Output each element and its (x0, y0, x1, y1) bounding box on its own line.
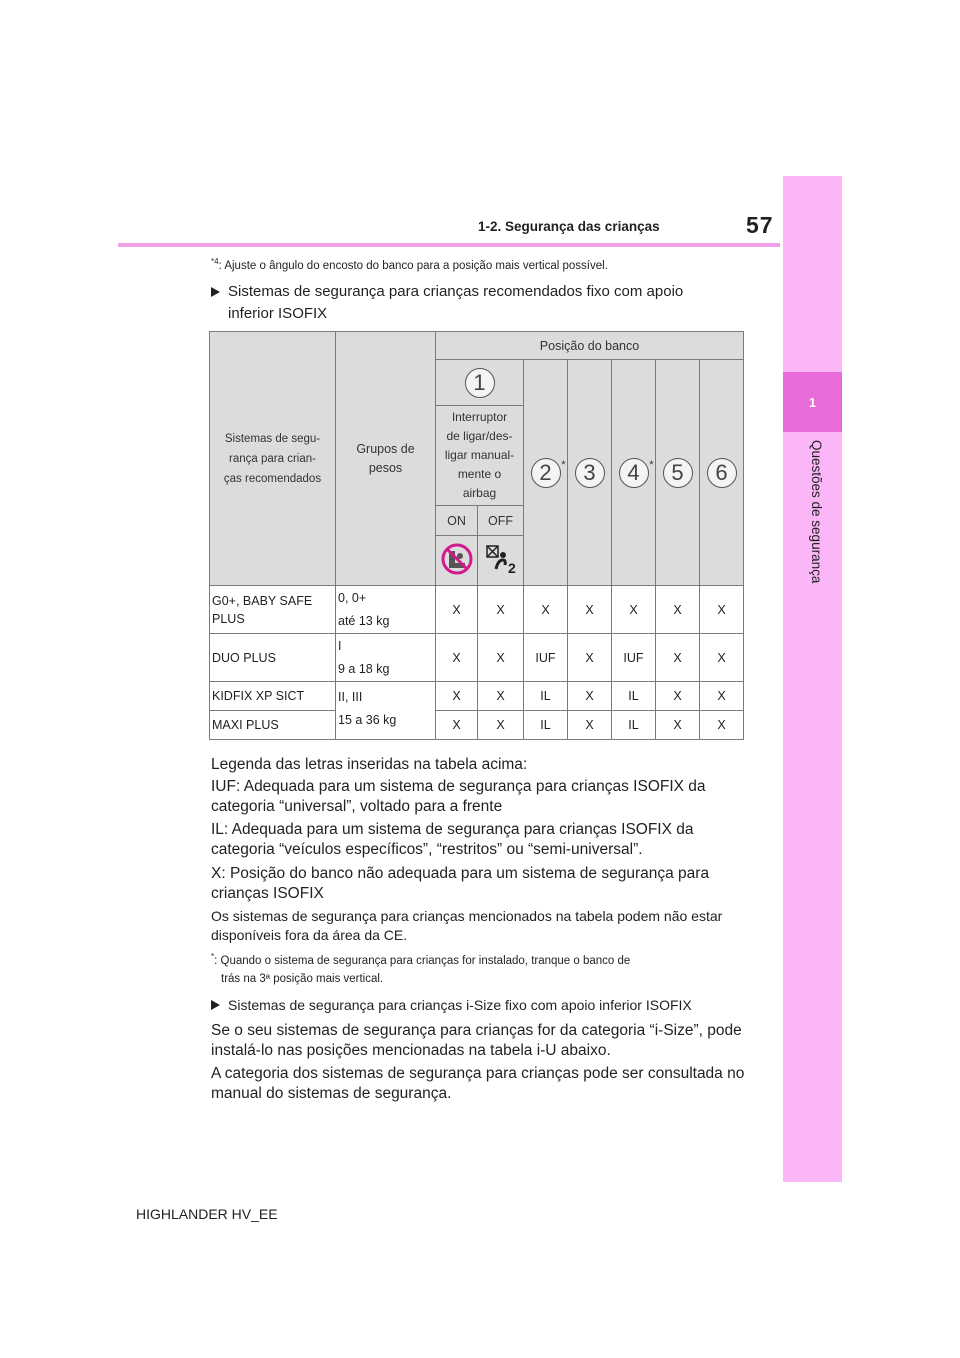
header-on: ON (436, 506, 478, 536)
row-value: X (656, 586, 700, 634)
row-value: IL (524, 682, 568, 711)
row-value: X (436, 634, 478, 682)
footnote-text: : Quando o sistema de segurança para crianças for instalado, tranque o banco de (214, 955, 631, 967)
bullet-line-1: Sistemas de segurança para crianças recomendados fixo com apoio (228, 283, 684, 300)
header-groups: Grupos de pesos (336, 332, 436, 586)
bullet-line-2: inferior ISOFIX (228, 305, 328, 322)
chapter-label: Questões de segurança (809, 440, 824, 584)
legend-il: IL: Adequada para um sistema de segurança para crianças ISOFIX da categoria “veículos específicos”, “restritos” ou “semi-universal”. (211, 821, 694, 858)
footer-model: HIGHLANDER HV_EE (136, 1206, 278, 1222)
row-group: I 9 a 18 kg (336, 634, 436, 682)
airbag-off-icon (478, 536, 524, 586)
row-value: IL (612, 682, 656, 711)
row-value: X (568, 634, 612, 682)
seat-5-icon: 5 (663, 458, 693, 488)
seat-3-header (568, 360, 612, 586)
row-system: MAXI PLUS (210, 711, 336, 740)
row-group: 0, 0+ até 13 kg (336, 586, 436, 634)
row-value: X (478, 634, 524, 682)
header-rule (118, 243, 780, 247)
header-seat-position: Posição do banco (436, 332, 744, 360)
footnote-4 (211, 252, 608, 276)
row-value: X (700, 682, 744, 711)
row-value: X (656, 634, 700, 682)
row-value: X (478, 711, 524, 740)
row-group: II, III 15 a 36 kg (336, 682, 436, 740)
bullet-isofix-recommended (211, 281, 756, 325)
row-value: X (656, 711, 700, 740)
isize-paragraph-2: A categoria dos sistemas de segurança para crianças pode ser consultada no manual do sistemas de segurança. (211, 1065, 745, 1102)
table-row (210, 634, 744, 682)
footnote-text-2: trás na 3ª posição mais vertical. (221, 973, 384, 985)
row-value: IL (524, 711, 568, 740)
row-value: IUF (524, 634, 568, 682)
row-value: X (700, 634, 744, 682)
footnote-mark: *4 (211, 257, 219, 266)
page-number: 57 (746, 212, 774, 238)
row-value: X (478, 682, 524, 711)
seat-3-icon: 3 (575, 458, 605, 488)
seat-1-icon: 1 (465, 368, 495, 398)
row-value: X (656, 682, 700, 711)
row-value: X (436, 586, 478, 634)
chapter-side-bar (783, 176, 842, 1182)
seat-5-header (656, 360, 700, 586)
legend-iuf: IUF: Adequada para um sistema de segurança para crianças ISOFIX da categoria “universal”, voltado para a frente (211, 778, 706, 815)
seat-2-icon: 2 * (531, 458, 561, 488)
row-value: X (700, 711, 744, 740)
airbag-on-icon (436, 536, 478, 586)
legend-note-ce: Os sistemas de segurança para crianças mencionados na tabela podem não estar disponíveis fora da área da CE. (211, 908, 723, 943)
row-system: KIDFIX XP SICT (210, 682, 336, 711)
header-off: OFF (478, 506, 524, 536)
isize-paragraph-1: Se o seu sistemas de segurança para crianças for da categoria “i-Size”, pode instalá-lo nas posições mencionadas na tabela i-U abaixo. (211, 1022, 742, 1059)
row-value: X (436, 711, 478, 740)
seat-4-icon: 4 * (619, 458, 649, 488)
seat-6-header (700, 360, 744, 586)
row-value: X (436, 682, 478, 711)
header-systems: Sistemas de segu- rança para crian- ças recomendados (210, 332, 336, 586)
table-row (210, 711, 744, 740)
row-value: X (568, 711, 612, 740)
row-value: X (568, 682, 612, 711)
table-row (210, 586, 744, 634)
footnote-mark: * (211, 952, 215, 961)
isofix-seat-table (209, 331, 744, 740)
bullet-triangle-icon (211, 1000, 220, 1010)
row-value: X (568, 586, 612, 634)
row-system: G0+, BABY SAFE PLUS (210, 586, 336, 634)
row-value: IL (612, 711, 656, 740)
section-title: 1-2. Segurança das crianças (478, 219, 660, 234)
seat-2-header (524, 360, 568, 586)
seat-4-header (612, 360, 656, 586)
row-value: IUF (612, 634, 656, 682)
row-value: X (478, 586, 524, 634)
legend-intro: Legenda das letras inseridas na tabela acima: (211, 756, 528, 773)
footnote-text: : Ajuste o ângulo do encosto do banco para a posição mais vertical possível. (218, 260, 608, 272)
table-row (210, 682, 744, 711)
row-system: DUO PLUS (210, 634, 336, 682)
bullet-isize (211, 994, 771, 1016)
seat-1-header (436, 360, 524, 406)
chapter-number-tab[interactable]: 1 (783, 372, 842, 432)
footnote-star (211, 948, 756, 988)
bullet-triangle-icon (211, 287, 220, 297)
bullet-isize-text: Sistemas de segurança para crianças i-Size fixo com apoio inferior ISOFIX (228, 997, 692, 1013)
row-value: X (700, 586, 744, 634)
header-airbag-switch: Interruptor de ligar/des- ligar manual- mente o airbag (436, 406, 524, 506)
svg-text:2: 2 (507, 560, 516, 575)
row-value: X (524, 586, 568, 634)
seat-6-icon: 6 (707, 458, 737, 488)
legend-x: X: Posição do banco não adequada para um sistema de segurança para crianças ISOFIX (211, 865, 710, 902)
row-value: X (612, 586, 656, 634)
